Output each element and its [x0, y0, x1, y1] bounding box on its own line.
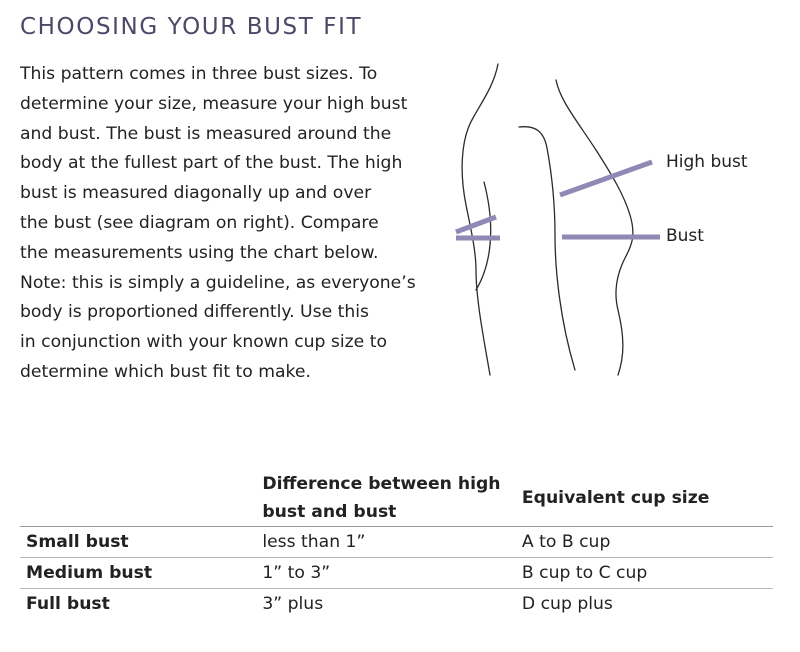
instructions-paragraph	[20, 60, 430, 388]
paragraph-line: body is proportioned differently. Use this	[20, 302, 369, 323]
page-title: CHOOSING YOUR BUST FIT	[20, 14, 363, 40]
row-label: Medium bust	[20, 558, 262, 589]
paragraph-line: the measurements using the chart below.	[20, 242, 379, 263]
header-empty-cell	[20, 470, 262, 527]
header-difference-line1: Difference between high	[262, 474, 501, 494]
row-label: Small bust	[20, 527, 262, 558]
arm-outline	[519, 127, 575, 370]
difference-cell: 1” to 3”	[262, 558, 522, 589]
paragraph-line: Note: this is simply a guideline, as everyone’s	[20, 272, 416, 293]
paragraph-line: determine which bust fit to make.	[20, 361, 311, 382]
table-row	[20, 527, 773, 558]
table-row	[20, 558, 773, 589]
paragraph-line: body at the fullest part of the bust. The high	[20, 153, 403, 174]
header-difference	[262, 470, 522, 527]
table-row	[20, 589, 773, 620]
bust-measurement-diagram	[440, 55, 780, 385]
table-header-row	[20, 470, 773, 527]
difference-cell: less than 1”	[262, 527, 522, 558]
difference-cell: 3” plus	[262, 594, 324, 614]
bust-fit-table	[20, 470, 773, 619]
paragraph-line: This pattern comes in three bust sizes. To	[20, 64, 378, 84]
row-label: Full bust	[26, 594, 110, 614]
cup-size-cell: B cup to C cup	[522, 558, 773, 589]
header-cup-size: Equivalent cup size	[522, 470, 773, 527]
bust-label: Bust	[666, 226, 704, 246]
cup-size-cell: D cup plus	[521, 594, 613, 614]
paragraph-line: the bust (see diagram on right). Compare	[20, 212, 379, 233]
paragraph-line: and bust. The bust is measured around the	[20, 123, 392, 144]
measurement-lines	[456, 162, 660, 238]
cup-size-cell: A to B cup	[522, 527, 773, 558]
header-difference-line2: bust and bust	[262, 502, 397, 522]
front-outline	[556, 80, 633, 375]
paragraph-line: in conjunction with your known cup size to	[20, 332, 387, 353]
high-bust-label: High bust	[666, 152, 748, 172]
paragraph-line: bust is measured diagonally up and over	[20, 183, 372, 204]
paragraph-line: determine your size, measure your high bust	[20, 93, 408, 114]
